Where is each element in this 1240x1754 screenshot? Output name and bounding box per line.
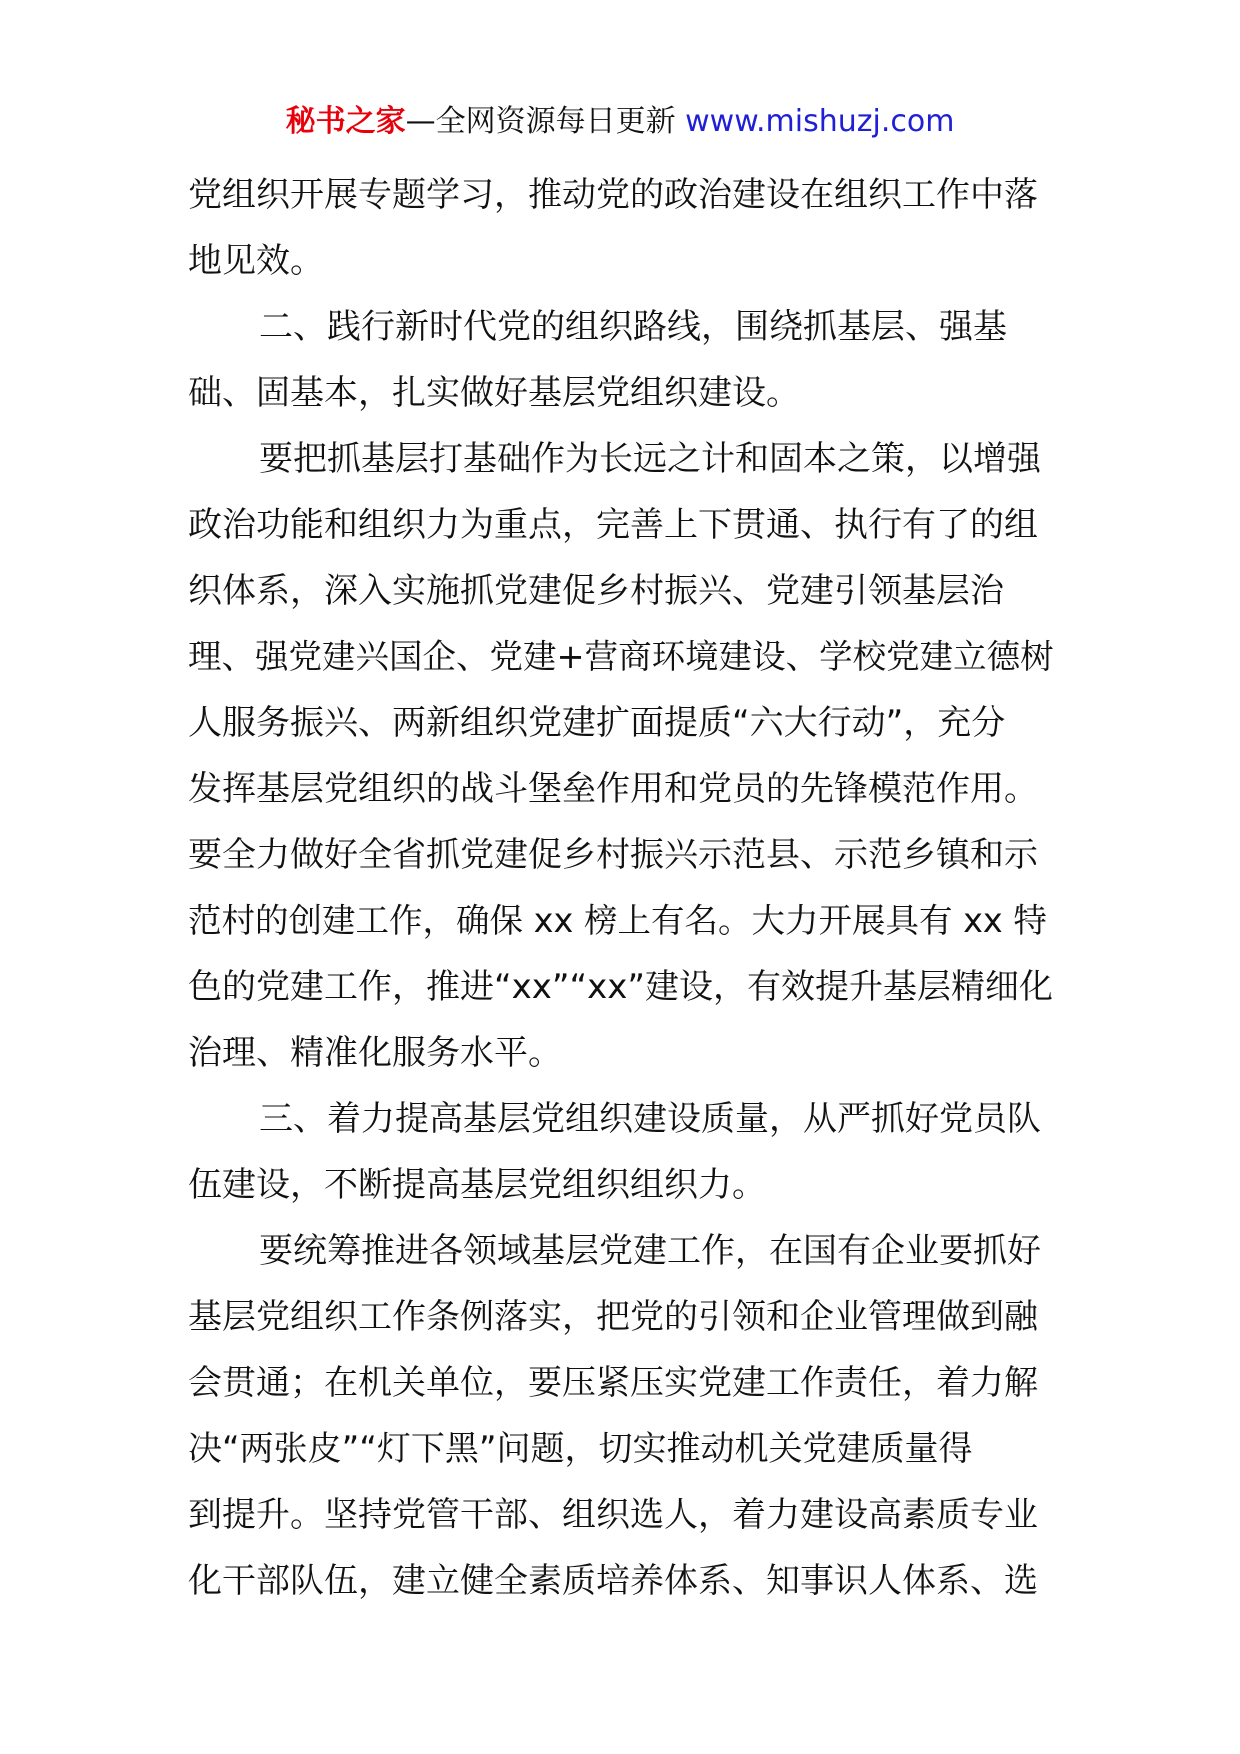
- paragraph-line: 人服务振兴、两新组织党建扩面提质“六大行动”，充分: [188, 703, 1006, 743]
- paragraph-line: 范村的创建工作，确保 xx 榜上有名。大力开展具有 xx 特: [188, 901, 1047, 940]
- paragraph-line: 织体系，深入实施抓党建促乡村振兴、党建引领基层治: [188, 571, 1004, 611]
- brand-name: 秘书之家: [285, 104, 406, 139]
- section-heading-line: 二、践行新时代党的组织路线，围绕抓基层、强基: [259, 307, 1007, 347]
- paragraph-line: 治理、精准化服务水平。: [188, 1033, 562, 1073]
- paragraph-line: 理、强党建兴国企、党建+营商环境建设、学校党建立德树: [188, 637, 1054, 676]
- site-url: www.mishuzj.com: [685, 104, 955, 139]
- paragraph-line: 决“两张皮”“灯下黑”问题，切实推动机关党建质量得: [188, 1429, 973, 1469]
- paragraph-line: 要统筹推进各领域基层党建工作，在国有企业要抓好: [259, 1231, 1041, 1271]
- section-heading-line: 三、着力提高基层党组织建设质量，从严抓好党员队: [259, 1099, 1041, 1139]
- paragraph-line: 色的党建工作，推进“xx”“xx”建设，有效提升基层精细化: [188, 967, 1053, 1007]
- paragraph-line: 要把抓基层打基础作为长远之计和固本之策，以增强: [259, 439, 1041, 479]
- text-line: 地见效。: [188, 241, 324, 281]
- text-line: 党组织开展专题学习，推动党的政治建设在组织工作中落: [188, 175, 1038, 215]
- section-heading-line: 伍建设，不断提高基层党组织组织力。: [188, 1165, 766, 1205]
- paragraph-line: 政治功能和组织力为重点，完善上下贯通、执行有了的组: [188, 505, 1038, 545]
- paragraph-line: 到提升。坚持党管干部、组织选人，着力建设高素质专业: [188, 1495, 1038, 1535]
- paragraph-line: 基层党组织工作条例落实，把党的引领和企业管理做到融: [188, 1297, 1038, 1337]
- paragraph-line: 化干部队伍，建立健全素质培养体系、知事识人体系、选: [188, 1561, 1038, 1601]
- paragraph-line: 发挥基层党组织的战斗堡垒作用和党员的先锋模范作用。: [188, 769, 1038, 809]
- paragraph-line: 要全力做好全省抓党建促乡村振兴示范县、示范乡镇和示: [188, 835, 1038, 875]
- section-heading-line: 础、固基本，扎实做好基层党组织建设。: [188, 373, 800, 413]
- watermark-header: [0, 100, 1240, 144]
- paragraph-line: 会贯通；在机关单位，要压紧压实党建工作责任，着力解: [188, 1363, 1038, 1403]
- document-body: [188, 162, 1058, 1614]
- header-tagline: —全网资源每日更新: [405, 104, 676, 139]
